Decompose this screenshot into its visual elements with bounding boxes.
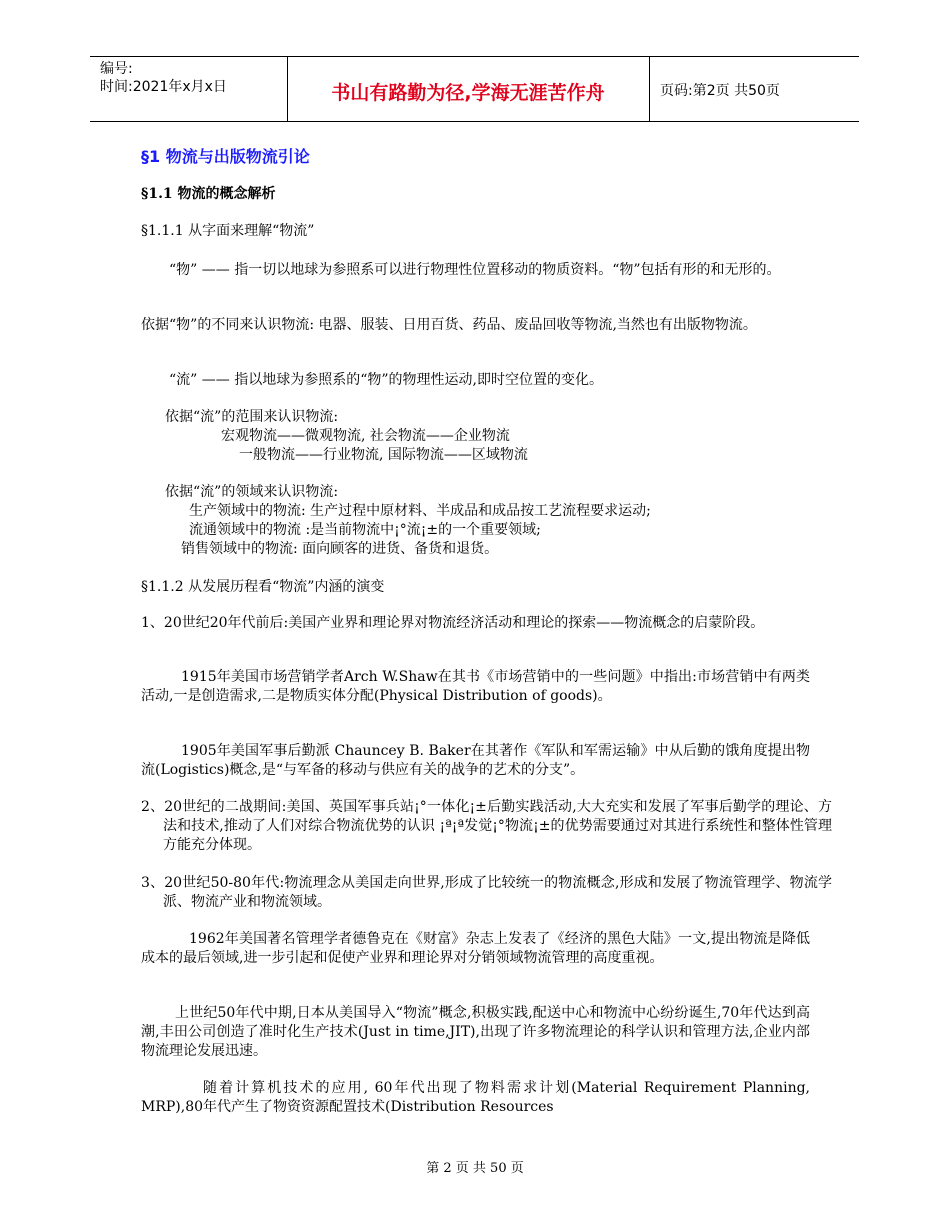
header-divider-right (649, 56, 650, 122)
list-item-1: 1、20世纪20年代前后:美国产业界和理论界对物流经济活动和理论的探索——物流概念的启蒙阶段。 (141, 615, 765, 631)
paragraph-liu: “流” —— 指以地球为参照系的“物”的物理性运动,即时空位置的变化。 (169, 372, 603, 388)
section-heading-1: §1 物流与出版物流引论 (141, 147, 310, 166)
paragraph-japan: 上世纪50年代中期,日本从美国导入“物流”概念,积极实践,配送中心和物流中心纷纷诞生,70年代达到高潮,丰田公司创造了准时化生产技术(Just in time,JIT),出现了许多物流理论的科学认识和管理方法,企业内部物流理论发展迅速。 (141, 1005, 810, 1059)
header-top-rule (90, 56, 859, 57)
list-item-2: 2、20世纪的二战期间:美国、英国军事兵站¡°一体化¡±后勤实践活动,大大充实和发展了军事后勤学的理论、方法和技术,推动了人们对综合物流优势的认识 ¡ª¡ª发觉¡°物流¡±的优势需要通过对其进行系统性和整体性管理方能充分体现。 (141, 799, 832, 853)
time-label: 时间:2021年x月x日 (100, 79, 227, 95)
domain-line-3: 销售领域中的物流: 面向顾客的进货、备货和退货。 (181, 541, 499, 557)
domain-line-2: 流通领域中的物流 :是当前物流中¡°流¡±的一个重要领域; (189, 522, 541, 538)
section-heading-1-1-2: §1.1.2 从发展历程看“物流”内涵的演变 (141, 579, 385, 595)
section-heading-1-1-1: §1.1.1 从字面来理解“物流” (141, 223, 315, 239)
number-label: 编号: (100, 61, 133, 77)
domain-title: 依据“流”的领域来认识物流: (165, 484, 339, 500)
header-bottom-rule (90, 121, 859, 122)
header-motto: 书山有路勤为径,学海无涯苦作舟 (331, 82, 605, 104)
range-title: 依据“流”的范围来认识物流: (165, 409, 339, 425)
paragraph-1915: 1915年美国市场营销学者Arch W.Shaw在其书《市场营销中的一些问题》中指出:市场营销中有两类活动,一是创造需求,二是物质实体分配(Physical Distribution of goods)。 (141, 669, 810, 704)
paragraph-wu-types: 依据“物”的不同来认识物流: 电器、服装、日用百货、药品、废品回收等物流,当然也有出版物物流。 (141, 317, 757, 333)
range-line-2: 一般物流——行业物流, 国际物流——区域物流 (239, 447, 528, 463)
header-page-label: 页码:第2页 共50页 (660, 83, 780, 99)
paragraph-1962: 1962年美国著名管理学者德鲁克在《财富》杂志上发表了《经济的黑色大陆》一文,提出物流是降低成本的最后领域,进一步引起和促使产业界和理论界对分销领域物流管理的高度重视。 (141, 931, 810, 966)
header-info (100, 60, 227, 96)
list-item-3: 3、20世纪50-80年代:物流理念从美国走向世界,形成了比较统一的物流概念,形成和发展了物流管理学、物流学派、物流产业和物流领域。 (141, 875, 832, 910)
domain-line-1: 生产领域中的物流: 生产过程中原材料、半成品和成品按工艺流程要求运动; (189, 503, 651, 519)
page-footer: 第 2 页 共 50 页 (426, 1161, 524, 1176)
paragraph-1905: 1905年美国军事后勤派 Chauncey B. Baker在其著作《军队和军需运输》中从后勤的饿角度提出物流(Logistics)概念,是“与军备的移动与供应有关的战争的艺术的分支”。 (141, 743, 810, 778)
section-heading-1-1: §1.1 物流的概念解析 (141, 186, 276, 202)
paragraph-wu: “物” —— 指一切以地球为参照系可以进行物理性位置移动的物质资料。“物”包括有形的和无形的。 (169, 262, 781, 278)
range-line-1: 宏观物流——微观物流, 社会物流——企业物流 (221, 428, 510, 444)
paragraph-computer: 随着计算机技术的应用, 60年代出现了物料需求计划(Material Requirement Planning, MRP),80年代产生了物资资源配置技术(Distribution Resources (141, 1080, 810, 1115)
